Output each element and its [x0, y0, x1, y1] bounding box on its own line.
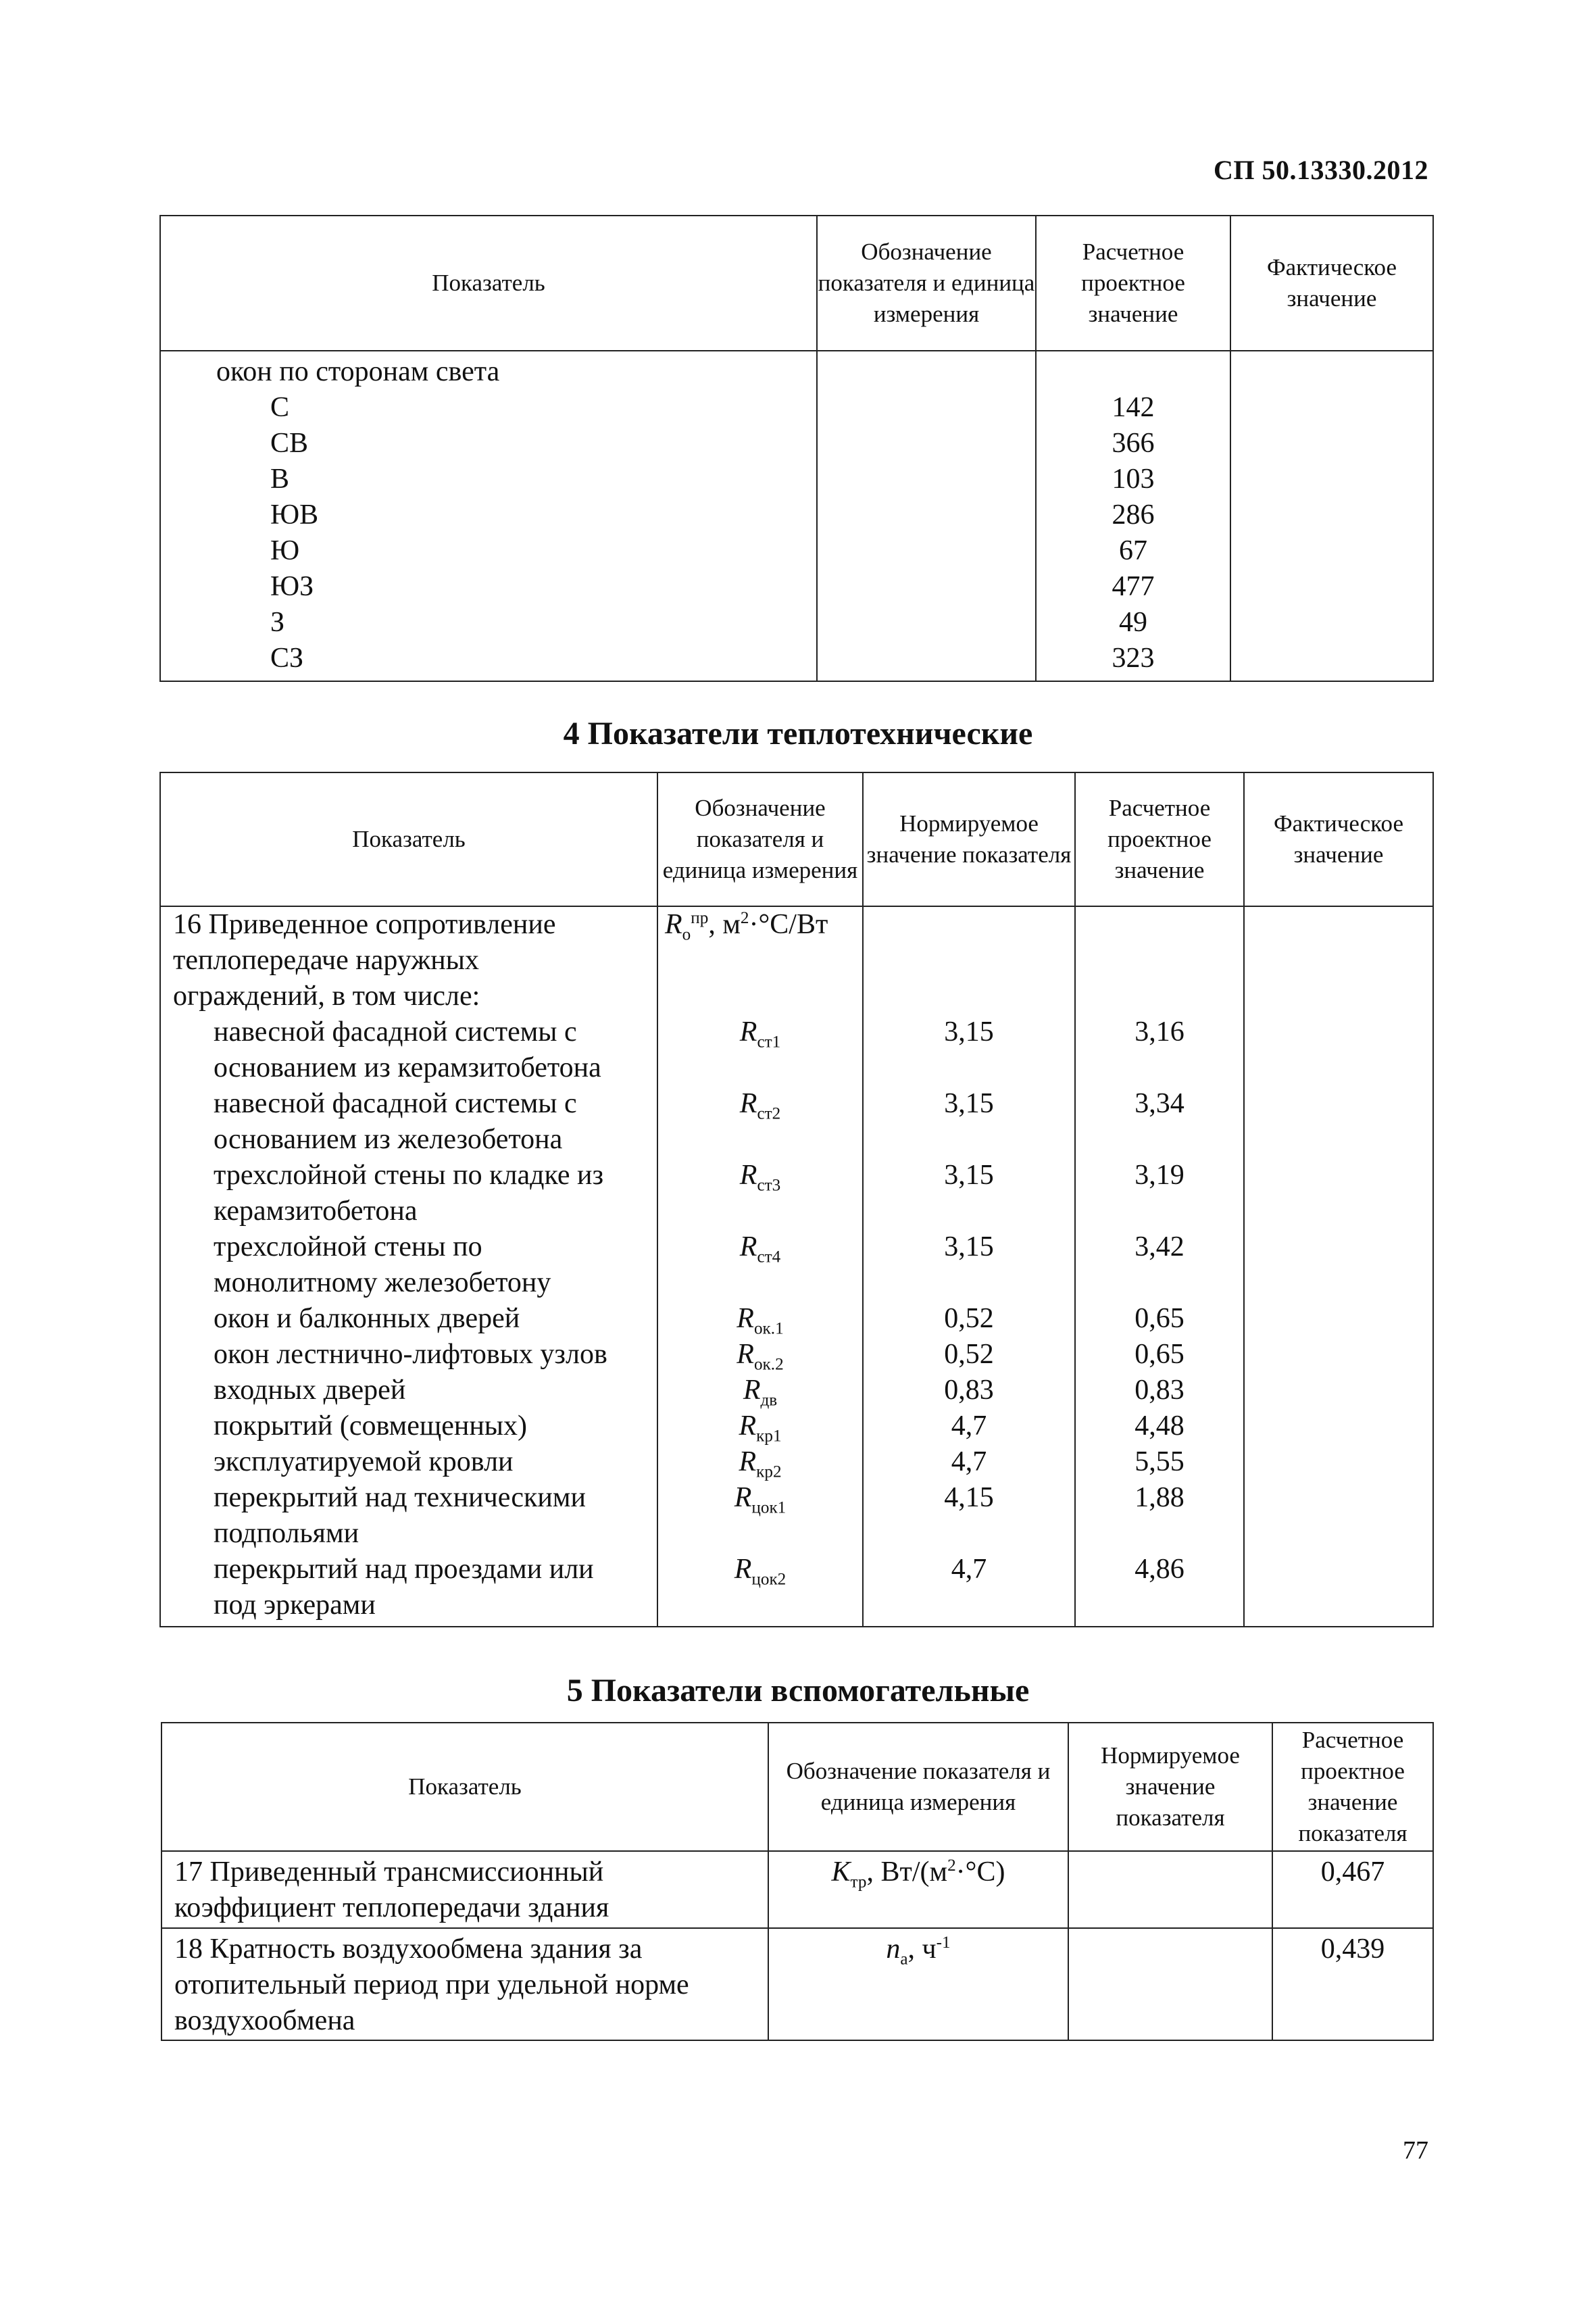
calculated-value: 4,48 — [1134, 1410, 1184, 1442]
orientation-value: 366 — [1112, 428, 1155, 459]
normative-value: 3,15 — [944, 1016, 994, 1048]
direction-label: СЗ — [270, 643, 304, 674]
actual-cell — [1244, 906, 1433, 1627]
direction-label: ЮЗ — [270, 571, 314, 602]
header-symbol-unit: Обозначение показателя и единица измерения — [657, 772, 863, 906]
direction-label: Ю — [270, 535, 300, 566]
symbol: $R_{цок1}$ — [734, 1482, 787, 1517]
header-indicator: Показатель — [161, 1723, 768, 1851]
row-label: покрытий (совмещенных) — [214, 1410, 528, 1442]
symbol-r0: $R_о^{пр}$, $м^2\cdot^\circ С/Вт$ — [665, 909, 828, 944]
section-5-title: 5 Показатели вспомогательные — [566, 1673, 1030, 1708]
row-label: окон лестнично-лифтовых узлов — [214, 1339, 607, 1370]
normative-value: 4,7 — [951, 1554, 987, 1585]
indicator-cell — [160, 906, 657, 1627]
row-label: подпольями — [214, 1518, 359, 1549]
row-label: перекрытий над проездами или — [214, 1554, 594, 1585]
calculated-value: 5,55 — [1134, 1446, 1184, 1477]
normative-value: 3,15 — [944, 1231, 994, 1262]
direction-label: СВ — [270, 428, 309, 459]
normative-value: 3,15 — [944, 1088, 994, 1119]
normative-value: 3,15 — [944, 1160, 994, 1191]
symbol-cell — [817, 351, 1036, 681]
row-label: эксплуатируемой кровли — [214, 1446, 514, 1477]
calculated-value: 3,34 — [1134, 1088, 1184, 1119]
normative-value: 4,15 — [944, 1482, 994, 1513]
symbol-cell: $n_а$, $ч^{-1}$ — [768, 1928, 1068, 2040]
header-indicator: Показатель — [160, 772, 657, 906]
table-auxiliary-indicators — [161, 1722, 1434, 2041]
header-indicator: Показатель — [160, 216, 817, 351]
calculated-value: 4,86 — [1134, 1554, 1184, 1585]
orientation-value: 323 — [1112, 643, 1155, 674]
calculated-value: 0,65 — [1134, 1303, 1184, 1334]
indicator-16-label: 16 Приведенное сопротивление — [173, 909, 556, 940]
indicator-16-label: ограждений, в том числе: — [173, 981, 480, 1012]
normative-cell — [1068, 1928, 1272, 2040]
row-label: воздухообмена — [174, 2005, 355, 2036]
symbol: $R_{ст2}$ — [739, 1088, 781, 1123]
symbol: $R_{кр1}$ — [739, 1410, 782, 1446]
page-number: 77 — [1403, 2136, 1428, 2165]
row-label: входных дверей — [214, 1375, 406, 1406]
header-normative: Нормируемое значение показателя — [1068, 1723, 1272, 1851]
indicator-16-label: теплопередаче наружных — [173, 945, 479, 976]
header-calculated: Расчетное проектное значение — [1075, 772, 1244, 906]
normative-value: 0,52 — [944, 1303, 994, 1334]
row-label: навесной фасадной системы с — [214, 1088, 577, 1119]
symbol-cell: $K_{тр}$, $Вт/(м^2\cdot^\circ С)$ — [768, 1851, 1068, 1928]
calculated-value: 0,83 — [1134, 1375, 1184, 1406]
indicator-18-cell — [161, 1928, 768, 2040]
direction-label: С — [270, 392, 290, 423]
symbol: $R_{ок.2}$ — [737, 1339, 784, 1374]
document-code: СП 50.13330.2012 — [1214, 155, 1428, 185]
symbol: $R_{ок.1}$ — [737, 1303, 784, 1338]
normative-value: 4,7 — [951, 1446, 987, 1477]
direction-label: З — [270, 607, 285, 638]
orientation-value: 477 — [1112, 571, 1155, 602]
normative-cell — [1068, 1851, 1272, 1928]
symbol-cell — [657, 906, 863, 1627]
orientation-values-cell — [1036, 351, 1230, 681]
calculated-value: 0,65 — [1134, 1339, 1184, 1370]
normative-value: 0,83 — [944, 1375, 994, 1406]
symbol: $R_{ст1}$ — [739, 1016, 781, 1052]
row-label: окон и балконных дверей — [214, 1303, 520, 1334]
calculated-value: 1,88 — [1134, 1482, 1184, 1513]
header-actual: Фактическое значение — [1244, 772, 1433, 906]
header-calculated: Расчетное проектное значение — [1036, 216, 1230, 351]
row-label: навесной фасадной системы с — [214, 1016, 577, 1048]
symbol: $R_{цок2}$ — [734, 1554, 787, 1589]
calculated-cell — [1075, 906, 1244, 1627]
header-symbol-unit: Обозначение показателя и единица измерения — [817, 216, 1036, 351]
header-calculated: Расчетное проектное значение показателя — [1272, 1723, 1433, 1851]
row-label: 17 Приведенный трансмиссионный — [174, 1856, 604, 1888]
indicator-17-cell — [161, 1851, 768, 1928]
row-label: под эркерами — [214, 1590, 376, 1621]
symbol: $R_{дв}$ — [743, 1375, 778, 1410]
row-label: трехслойной стены по кладке из — [214, 1160, 604, 1191]
row-label: основанием из железобетона — [214, 1124, 563, 1155]
calculated-value: 0,439 — [1272, 1928, 1433, 2040]
orientation-value: 286 — [1112, 499, 1155, 531]
normative-value: 4,7 — [951, 1410, 987, 1442]
row-label: 18 Кратность воздухообмена здания за — [174, 1934, 643, 1965]
symbol: $R_{ст4}$ — [739, 1231, 781, 1266]
symbol: $R_{кр2}$ — [739, 1446, 782, 1481]
table-thermal-indicators — [159, 772, 1434, 1627]
header-symbol-unit: Обозначение показателя и единица измерения — [768, 1723, 1068, 1851]
normative-value: 0,52 — [944, 1339, 994, 1370]
calculated-value: 3,19 — [1134, 1160, 1184, 1191]
row-label: монолитному железобетону — [214, 1267, 551, 1298]
calculated-value: 3,16 — [1134, 1016, 1184, 1048]
row-label: основанием из керамзитобетона — [214, 1052, 601, 1083]
actual-cell — [1230, 351, 1433, 681]
orientation-value: 49 — [1119, 607, 1147, 638]
row-label: керамзитобетона — [214, 1196, 418, 1227]
row-label: трехслойной стены по — [214, 1231, 482, 1262]
header-normative: Нормируемое значение показателя — [863, 772, 1075, 906]
calculated-value: 3,42 — [1134, 1231, 1184, 1262]
calculated-value: 0,467 — [1272, 1851, 1433, 1928]
orientation-value: 142 — [1112, 392, 1155, 423]
row-label: коэффициент теплопередачи здания — [174, 1892, 609, 1923]
row-label: перекрытий над техническими — [214, 1482, 586, 1513]
orientation-value: 103 — [1112, 464, 1155, 495]
group-label: окон по сторонам света — [216, 356, 500, 387]
direction-label: В — [270, 464, 290, 495]
header-actual: Фактическое значение — [1230, 216, 1433, 351]
normative-cell — [863, 906, 1075, 1627]
table-window-orientation — [159, 215, 1434, 682]
row-label: отопительный период при удельной норме — [174, 1969, 689, 2000]
section-4-title: 4 Показатели теплотехнические — [563, 716, 1033, 752]
orientation-value: 67 — [1119, 535, 1147, 566]
symbol: $R_{ст3}$ — [739, 1160, 781, 1195]
direction-label: ЮВ — [270, 499, 319, 531]
orientation-labels-cell — [160, 351, 817, 681]
